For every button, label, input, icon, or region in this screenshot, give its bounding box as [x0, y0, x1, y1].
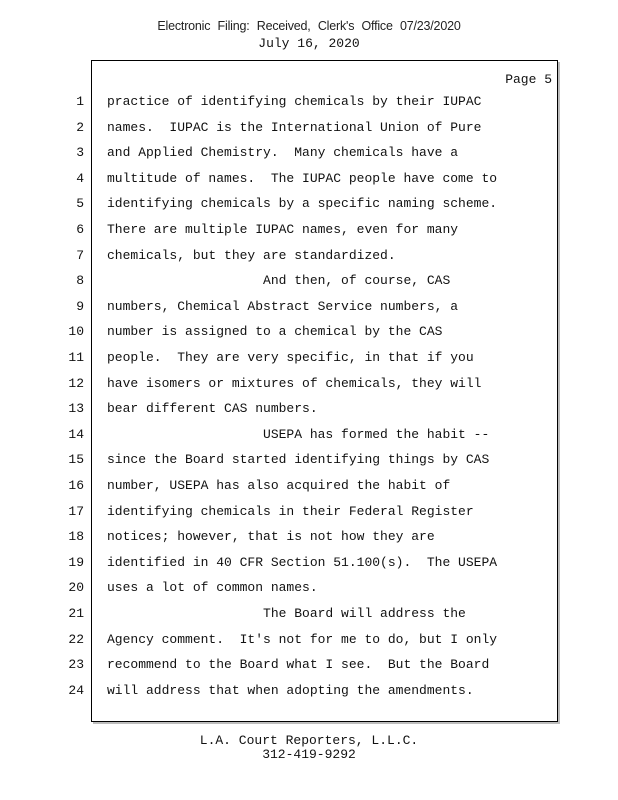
transcript-line: [0, 271, 560, 291]
line-text: uses a lot of common names.: [107, 580, 318, 596]
line-text: names. IUPAC is the International Union of Pure: [107, 119, 482, 135]
line-text: There are multiple IUPAC names, even for many: [107, 222, 459, 237]
line-text: people. They are very specific, in that if you: [107, 350, 474, 365]
transcript-line: [0, 92, 560, 112]
transcript-line: [0, 527, 560, 547]
transcript-line: [0, 169, 560, 189]
transcript-date: July 16, 2020: [258, 36, 360, 51]
line-text: numbers, Chemical Abstract Service numbers, a: [107, 298, 459, 314]
line-number: 15: [68, 452, 84, 468]
transcript-line: [0, 348, 560, 368]
line-number: 8: [76, 273, 84, 289]
line-text: since the Board started identifying things by CAS: [107, 452, 490, 468]
line-text: identified in 40 CFR Section 51.100(s). The USEPA: [107, 554, 498, 570]
line-text: identifying chemicals by a specific naming scheme.: [107, 196, 498, 212]
line-text: and Applied Chemistry. Many chemicals have a: [107, 145, 459, 161]
line-number: 17: [68, 503, 84, 519]
line-number: 22: [68, 631, 84, 647]
line-number: 9: [76, 298, 84, 314]
line-number: 11: [68, 350, 84, 365]
line-number: 7: [76, 247, 84, 263]
line-number: 4: [76, 170, 84, 186]
transcript-line: [0, 502, 560, 522]
transcript-line: [0, 194, 560, 214]
line-text: number is assigned to a chemical by the CAS: [107, 324, 443, 340]
line-text: USEPA has formed the habit --: [107, 426, 490, 442]
line-text: practice of identifying chemicals by their IUPAC: [107, 94, 482, 109]
line-text: number, USEPA has also acquired the habit of: [107, 478, 451, 493]
transcript-line: [0, 118, 560, 138]
transcript-line: [0, 604, 560, 624]
line-number: 14: [68, 426, 84, 442]
line-text: Agency comment. It's not for me to do, but I only: [107, 631, 498, 647]
line-text: bear different CAS numbers.: [107, 401, 318, 417]
transcript-line: [0, 553, 560, 573]
transcript-line: [0, 450, 560, 470]
transcript-line: [0, 655, 560, 675]
line-number: 24: [68, 682, 84, 698]
line-number: 2: [76, 119, 84, 135]
line-text: identifying chemicals in their Federal Register: [107, 503, 474, 519]
line-number: 5: [76, 196, 84, 212]
transcript-line: [0, 220, 560, 240]
line-number: 19: [68, 554, 84, 570]
line-number: 20: [68, 580, 84, 596]
line-text: have isomers or mixtures of chemicals, they will: [107, 375, 482, 391]
reporter-name: L.A. Court Reporters, L.L.C.: [199, 733, 419, 748]
line-text: chemicals, but they are standardized.: [107, 247, 396, 263]
line-number: 16: [68, 478, 84, 493]
transcript-line: [0, 297, 560, 317]
transcript-line: [0, 476, 560, 496]
filing-stamp: Electronic Filing: Received, Clerk's Office 07/23/2020: [157, 19, 461, 33]
transcript-line: [0, 399, 560, 419]
line-text: notices; however, that is not how they are: [107, 529, 435, 545]
line-number: 18: [68, 529, 84, 545]
line-text: multitude of names. The IUPAC people have come to: [107, 170, 498, 186]
transcript-line: [0, 425, 560, 445]
line-number: 6: [76, 222, 84, 237]
line-text: And then, of course, CAS: [107, 273, 451, 289]
line-number: 23: [68, 657, 84, 673]
transcript-line: [0, 322, 560, 342]
transcript-line: [0, 246, 560, 266]
transcript-line: [0, 374, 560, 394]
line-number: 3: [76, 145, 84, 161]
reporter-phone: 312-419-9292: [262, 747, 356, 762]
line-text: The Board will address the: [107, 606, 466, 621]
transcript-line: [0, 143, 560, 163]
line-number: 12: [68, 375, 84, 391]
line-text: recommend to the Board what I see. But the Board: [107, 657, 490, 673]
line-number: 13: [68, 401, 84, 417]
line-number: 21: [68, 606, 84, 621]
transcript-line: [0, 630, 560, 650]
transcript-line: [0, 578, 560, 598]
transcript-line: [0, 681, 560, 701]
line-number: 1: [76, 94, 84, 109]
page-number: Page 5: [505, 72, 552, 87]
line-text: will address that when adopting the amendments.: [107, 682, 474, 698]
line-number: 10: [68, 324, 84, 340]
